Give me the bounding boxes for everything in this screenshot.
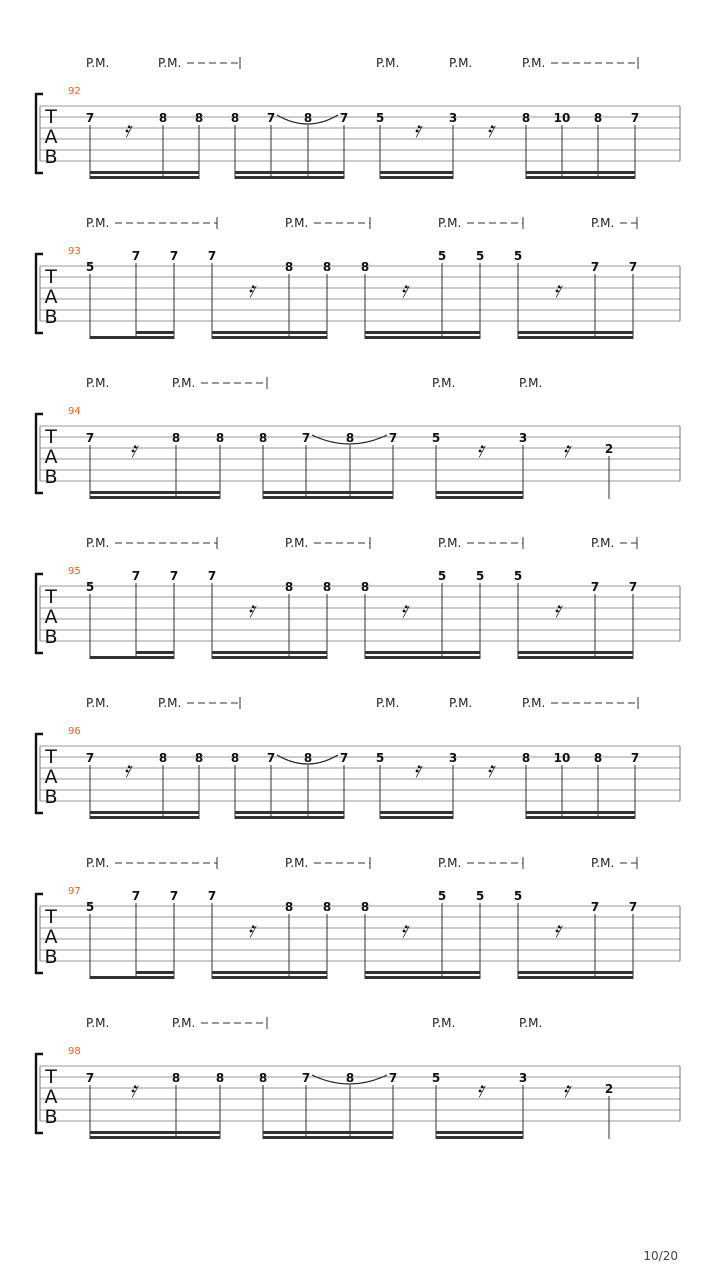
fret-number: 7 (339, 111, 349, 125)
fret-number: 8 (360, 580, 370, 594)
beam-secondary (380, 811, 453, 814)
bar-number: 93 (68, 246, 81, 257)
beam (90, 656, 174, 659)
beam (380, 816, 453, 819)
tab-system (36, 696, 680, 819)
beam (263, 1136, 393, 1139)
fret-number: 5 (437, 569, 447, 583)
fret-number: 8 (194, 751, 204, 765)
sixteenth-rest: 𝄿 (413, 758, 421, 783)
sixteenth-rest: 𝄿 (562, 438, 570, 463)
page-number: 10/20 (643, 1249, 678, 1263)
beam (380, 176, 453, 179)
fret-number: 2 (604, 442, 614, 456)
fret-number: 5 (85, 900, 95, 914)
fret-number: 8 (303, 111, 313, 125)
fret-number: 7 (339, 751, 349, 765)
fret-number: 8 (258, 431, 268, 445)
fret-number: 7 (301, 431, 311, 445)
beam-secondary (90, 171, 199, 174)
fret-number: 7 (85, 751, 95, 765)
fret-number: 5 (437, 889, 447, 903)
fret-number: 5 (513, 569, 523, 583)
tab-clef-letter: A (44, 446, 58, 468)
beam-secondary (90, 811, 199, 814)
fret-number: 7 (131, 889, 141, 903)
fret-number: 8 (322, 900, 332, 914)
beam (518, 656, 633, 659)
fret-number: 5 (431, 1071, 441, 1085)
tab-system (36, 856, 680, 979)
beam-secondary (380, 171, 453, 174)
tab-clef-letter: T (45, 1066, 57, 1088)
beam-secondary (518, 651, 633, 654)
fret-number: 8 (360, 260, 370, 274)
fret-number: 7 (266, 111, 276, 125)
palm-mute-label: P.M. (86, 56, 110, 70)
palm-mute-label: P.M. (591, 536, 615, 550)
fret-number: 7 (630, 751, 640, 765)
beam-secondary (436, 1131, 523, 1134)
tab-clef-letter: T (45, 266, 57, 288)
fret-number: 5 (85, 580, 95, 594)
tab-system (36, 1016, 680, 1139)
palm-mute-label: P.M. (86, 856, 110, 870)
fret-number: 7 (590, 580, 600, 594)
fret-number: 8 (215, 431, 225, 445)
beam (212, 976, 327, 979)
tab-clef-letter: T (45, 586, 57, 608)
fret-number: 8 (593, 751, 603, 765)
palm-mute-label: P.M. (172, 1016, 196, 1030)
beam-secondary (518, 971, 633, 974)
fret-number: 8 (230, 111, 240, 125)
beam-secondary (365, 331, 480, 334)
palm-mute-label: P.M. (285, 216, 309, 230)
fret-number: 7 (388, 1071, 398, 1085)
beam-secondary (436, 491, 523, 494)
fret-number: 7 (85, 431, 95, 445)
bar-number: 94 (68, 406, 81, 417)
fret-number: 8 (284, 260, 294, 274)
beam-secondary (365, 971, 480, 974)
bar-number: 92 (68, 86, 81, 97)
fret-number: 8 (158, 111, 168, 125)
bar-number: 97 (68, 886, 81, 897)
fret-number: 7 (207, 889, 217, 903)
palm-mute-label: P.M. (86, 536, 110, 550)
fret-number: 7 (630, 111, 640, 125)
beam (90, 816, 199, 819)
fret-number: 8 (158, 751, 168, 765)
beam (526, 176, 635, 179)
beam (90, 976, 174, 979)
beam (90, 1136, 220, 1139)
fret-number: 5 (85, 260, 95, 274)
palm-mute-label: P.M. (591, 856, 615, 870)
fret-number: 7 (207, 569, 217, 583)
tab-clef-letter: B (44, 626, 58, 648)
beam-secondary (136, 971, 174, 974)
tab-system (36, 56, 680, 179)
fret-number: 5 (375, 111, 385, 125)
fret-number: 5 (431, 431, 441, 445)
fret-number: 8 (593, 111, 603, 125)
fret-number: 7 (301, 1071, 311, 1085)
sixteenth-rest: 𝄿 (400, 278, 408, 303)
sixteenth-rest: 𝄿 (486, 758, 494, 783)
beam (263, 496, 393, 499)
fret-number: 5 (475, 249, 485, 263)
fret-number: 5 (437, 249, 447, 263)
tab-clef-letter: T (45, 426, 57, 448)
fret-number: 8 (230, 751, 240, 765)
fret-number: 8 (322, 260, 332, 274)
beam (90, 496, 220, 499)
beam (365, 336, 480, 339)
beam-secondary (526, 811, 635, 814)
beam-secondary (212, 651, 327, 654)
beam-secondary (526, 171, 635, 174)
tab-clef-letter: A (44, 606, 58, 628)
palm-mute-label: P.M. (158, 56, 182, 70)
fret-number: 8 (345, 431, 355, 445)
beam-secondary (235, 171, 344, 174)
palm-mute-label: P.M. (438, 216, 462, 230)
beam-secondary (90, 1131, 220, 1134)
fret-number: 3 (518, 431, 528, 445)
fret-number: 7 (266, 751, 276, 765)
bar-number: 95 (68, 566, 81, 577)
beam-secondary (235, 811, 344, 814)
sixteenth-rest: 𝄿 (400, 918, 408, 943)
beam-secondary (212, 971, 327, 974)
sixteenth-rest: 𝄿 (413, 118, 421, 143)
fret-number: 7 (131, 569, 141, 583)
sixteenth-rest: 𝄿 (123, 118, 131, 143)
fret-number: 7 (590, 260, 600, 274)
fret-number: 7 (388, 431, 398, 445)
fret-number: 7 (85, 1071, 95, 1085)
fret-number: 8 (284, 900, 294, 914)
sixteenth-rest: 𝄿 (476, 438, 484, 463)
tab-clef-letter: A (44, 1086, 58, 1108)
palm-mute-label: P.M. (591, 216, 615, 230)
beam-secondary (518, 331, 633, 334)
sixteenth-rest: 𝄿 (123, 758, 131, 783)
tab-clef-letter: T (45, 906, 57, 928)
sixteenth-rest: 𝄿 (476, 1078, 484, 1103)
sixteenth-rest: 𝄿 (247, 598, 255, 623)
beam-secondary (212, 331, 327, 334)
fret-number: 5 (513, 889, 523, 903)
palm-mute-label: P.M. (285, 856, 309, 870)
fret-number: 2 (604, 1082, 614, 1096)
palm-mute-label: P.M. (449, 56, 473, 70)
fret-number: 8 (171, 1071, 181, 1085)
sixteenth-rest: 𝄿 (129, 438, 137, 463)
tab-clef-letter: B (44, 306, 58, 328)
fret-number: 7 (169, 889, 179, 903)
beam (235, 816, 344, 819)
palm-mute-label: P.M. (376, 56, 400, 70)
tab-clef-letter: T (45, 106, 57, 128)
fret-number: 5 (375, 751, 385, 765)
beam-secondary (136, 331, 174, 334)
palm-mute-label: P.M. (376, 696, 400, 710)
palm-mute-label: P.M. (432, 1016, 456, 1030)
beam-secondary (90, 491, 220, 494)
tab-system (36, 536, 680, 659)
sixteenth-rest: 𝄿 (562, 1078, 570, 1103)
fret-number: 8 (215, 1071, 225, 1085)
beam (518, 976, 633, 979)
fret-number: 7 (590, 900, 600, 914)
fret-number: 8 (303, 751, 313, 765)
palm-mute-label: P.M. (158, 696, 182, 710)
sixteenth-rest: 𝄿 (129, 1078, 137, 1103)
fret-number: 5 (475, 889, 485, 903)
beam (436, 496, 523, 499)
bar-number: 96 (68, 726, 81, 737)
sixteenth-rest: 𝄿 (553, 598, 561, 623)
sixteenth-rest: 𝄿 (247, 278, 255, 303)
sixteenth-rest: 𝄿 (553, 918, 561, 943)
fret-number: 8 (345, 1071, 355, 1085)
tab-clef-letter: A (44, 926, 58, 948)
beam (365, 976, 480, 979)
beam-secondary (365, 651, 480, 654)
tab-clef-letter: A (44, 286, 58, 308)
fret-number: 7 (628, 580, 638, 594)
tab-system (36, 216, 680, 339)
beam-secondary (263, 491, 393, 494)
fret-number: 8 (258, 1071, 268, 1085)
fret-number: 10 (553, 751, 571, 765)
palm-mute-label: P.M. (522, 56, 546, 70)
beam (235, 176, 344, 179)
beam (212, 336, 327, 339)
fret-number: 3 (448, 111, 458, 125)
fret-number: 8 (521, 111, 531, 125)
tab-clef-letter: B (44, 786, 58, 808)
palm-mute-label: P.M. (86, 376, 110, 390)
palm-mute-label: P.M. (522, 696, 546, 710)
fret-number: 7 (628, 900, 638, 914)
fret-number: 7 (131, 249, 141, 263)
sixteenth-rest: 𝄿 (553, 278, 561, 303)
fret-number: 8 (171, 431, 181, 445)
beam (436, 1136, 523, 1139)
palm-mute-label: P.M. (438, 856, 462, 870)
fret-number: 5 (475, 569, 485, 583)
palm-mute-label: P.M. (519, 376, 543, 390)
beam-secondary (136, 651, 174, 654)
bar-number: 98 (68, 1046, 81, 1057)
palm-mute-label: P.M. (172, 376, 196, 390)
fret-number: 10 (553, 111, 571, 125)
palm-mute-label: P.M. (285, 536, 309, 550)
fret-number: 7 (628, 260, 638, 274)
fret-number: 8 (521, 751, 531, 765)
fret-number: 5 (513, 249, 523, 263)
tab-clef-letter: B (44, 466, 58, 488)
beam (212, 656, 327, 659)
beam-secondary (263, 1131, 393, 1134)
tab-clef-letter: A (44, 126, 58, 148)
tab-clef-letter: A (44, 766, 58, 788)
palm-mute-label: P.M. (432, 376, 456, 390)
fret-number: 7 (207, 249, 217, 263)
beam (90, 176, 199, 179)
tab-clef-letter: B (44, 1106, 58, 1128)
sixteenth-rest: 𝄿 (400, 598, 408, 623)
palm-mute-label: P.M. (449, 696, 473, 710)
fret-number: 8 (322, 580, 332, 594)
fret-number: 7 (85, 111, 95, 125)
tab-clef-letter: B (44, 146, 58, 168)
fret-number: 7 (169, 569, 179, 583)
sixteenth-rest: 𝄿 (486, 118, 494, 143)
palm-mute-label: P.M. (86, 216, 110, 230)
fret-number: 7 (169, 249, 179, 263)
tab-clef-letter: B (44, 946, 58, 968)
beam (518, 336, 633, 339)
fret-number: 8 (194, 111, 204, 125)
fret-number: 3 (448, 751, 458, 765)
beam (526, 816, 635, 819)
palm-mute-label: P.M. (86, 696, 110, 710)
beam (365, 656, 480, 659)
palm-mute-label: P.M. (519, 1016, 543, 1030)
tab-clef-letter: T (45, 746, 57, 768)
beam (90, 336, 174, 339)
palm-mute-label: P.M. (438, 536, 462, 550)
tab-system (36, 376, 680, 499)
fret-number: 8 (360, 900, 370, 914)
sixteenth-rest: 𝄿 (247, 918, 255, 943)
fret-number: 8 (284, 580, 294, 594)
palm-mute-label: P.M. (86, 1016, 110, 1030)
fret-number: 3 (518, 1071, 528, 1085)
